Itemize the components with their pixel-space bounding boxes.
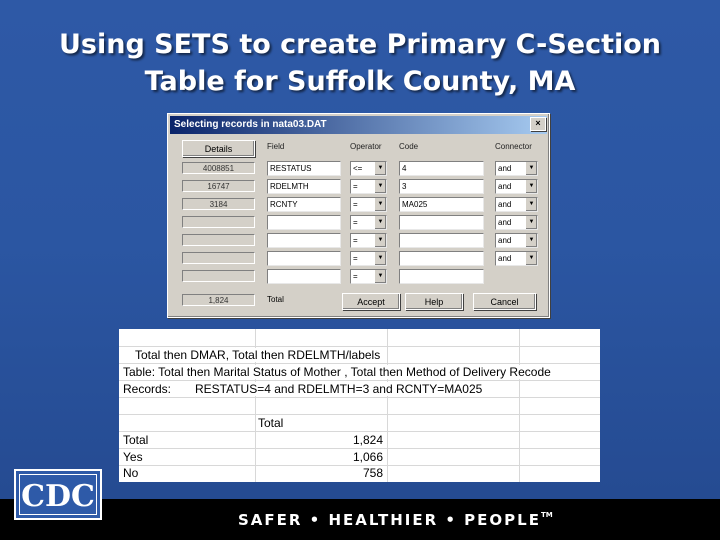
- details-button[interactable]: Details: [182, 140, 255, 157]
- operator-value: =: [353, 254, 358, 263]
- code-input[interactable]: MA025: [399, 197, 484, 212]
- operator-value: =: [353, 218, 358, 227]
- connector-value: and: [498, 218, 512, 227]
- table-title: Table: Total then Marital Status of Mother , Total then Method of Delivery Recode: [123, 365, 555, 379]
- connector-value: and: [498, 182, 512, 191]
- spreadsheet-output: [119, 329, 600, 482]
- operator-select[interactable]: [350, 233, 387, 248]
- field-input[interactable]: [267, 233, 341, 248]
- selecting-records-dialog: [167, 113, 550, 318]
- field-input[interactable]: [267, 251, 341, 266]
- grid-line: [119, 380, 600, 381]
- operator-value: =: [353, 236, 358, 245]
- connector-value: and: [498, 254, 512, 263]
- operator-select[interactable]: [350, 269, 387, 284]
- tagline: [238, 511, 553, 529]
- chevron-down-icon[interactable]: ▼: [525, 234, 537, 247]
- row-label: Yes: [123, 450, 143, 464]
- field-input[interactable]: RCNTY: [267, 197, 341, 212]
- field-input[interactable]: RESTATUS: [267, 161, 341, 176]
- record-count: [182, 216, 255, 228]
- operator-value: =: [353, 272, 358, 281]
- total-count: 1,824: [182, 294, 255, 306]
- connector-column-header: Connector: [495, 142, 532, 151]
- operator-column-header: Operator: [350, 142, 382, 151]
- connector-select[interactable]: [495, 233, 538, 248]
- connector-select[interactable]: [495, 161, 538, 176]
- field-input[interactable]: [267, 215, 341, 230]
- connector-select[interactable]: [495, 197, 538, 212]
- slide-title-line-1: Using SETS to create Primary C-Section: [58, 29, 662, 60]
- close-button[interactable]: ×: [530, 117, 546, 131]
- operator-select[interactable]: [350, 161, 387, 176]
- help-button[interactable]: Help: [405, 293, 463, 310]
- field-column-header: Field: [267, 142, 285, 151]
- record-count: 4008851: [182, 162, 255, 174]
- code-input[interactable]: [399, 251, 484, 266]
- records-label: Records:: [123, 382, 172, 396]
- code-column-header: Code: [399, 142, 419, 151]
- grid-line: [387, 329, 388, 482]
- cdc-logo-mark: [16, 471, 100, 518]
- operator-select[interactable]: [350, 251, 387, 266]
- field-input[interactable]: [267, 269, 341, 284]
- connector-select[interactable]: [495, 179, 538, 194]
- cancel-button[interactable]: Cancel: [473, 293, 536, 310]
- record-count: 16747: [182, 180, 255, 192]
- grid-line: [119, 397, 600, 398]
- operator-select[interactable]: [350, 215, 387, 230]
- operator-value: =: [353, 200, 358, 209]
- row-value: 1,066: [352, 450, 383, 464]
- row-label: No: [123, 466, 139, 480]
- record-count: [182, 270, 255, 282]
- accept-button[interactable]: Accept: [342, 293, 400, 310]
- connector-value: and: [498, 164, 512, 173]
- code-input[interactable]: [399, 215, 484, 230]
- row-label: Total: [123, 433, 149, 447]
- column-header-total: Total: [258, 416, 284, 430]
- record-count: [182, 234, 255, 246]
- field-input[interactable]: RDELMTH: [267, 179, 341, 194]
- records-filter: RESTATUS=4 and RDELMTH=3 and RCNTY=MA025: [195, 382, 486, 396]
- chevron-down-icon[interactable]: ▼: [374, 270, 386, 283]
- chevron-down-icon[interactable]: ▼: [374, 252, 386, 265]
- code-input[interactable]: [399, 269, 484, 284]
- chevron-down-icon[interactable]: ▼: [374, 234, 386, 247]
- chevron-down-icon[interactable]: ▼: [374, 198, 386, 211]
- chevron-down-icon[interactable]: ▼: [374, 180, 386, 193]
- table-spec-line: Total then DMAR, Total then RDELMTH/labels: [135, 348, 384, 362]
- chevron-down-icon[interactable]: ▼: [525, 252, 537, 265]
- total-label: Total: [267, 295, 284, 304]
- record-count: [182, 252, 255, 264]
- chevron-down-icon[interactable]: ▼: [525, 162, 537, 175]
- chevron-down-icon[interactable]: ▼: [374, 216, 386, 229]
- grid-line: [119, 346, 600, 347]
- code-input[interactable]: [399, 233, 484, 248]
- cdc-logo-text: CDC: [21, 479, 95, 514]
- cdc-logo: [14, 469, 102, 520]
- connector-value: and: [498, 236, 512, 245]
- tagline-text: SAFER • HEALTHIER • PEOPLE: [238, 511, 541, 529]
- dialog-title: Selecting records in nata03.DAT: [174, 119, 327, 130]
- row-value: 758: [362, 466, 383, 480]
- record-count: 3184: [182, 198, 255, 210]
- grid-line: [119, 414, 600, 415]
- grid-line: [119, 448, 600, 449]
- grid-line: [119, 431, 600, 432]
- connector-select[interactable]: [495, 251, 538, 266]
- connector-value: and: [498, 200, 512, 209]
- chevron-down-icon[interactable]: ▼: [525, 198, 537, 211]
- operator-value: <=: [353, 164, 363, 173]
- slide-title-line-2: Table for Suffolk County, MA: [144, 66, 576, 97]
- row-value: 1,824: [352, 433, 383, 447]
- dialog-titlebar: [170, 116, 547, 134]
- chevron-down-icon[interactable]: ▼: [525, 180, 537, 193]
- operator-select[interactable]: [350, 197, 387, 212]
- trademark-mark: TM: [540, 511, 553, 519]
- chevron-down-icon[interactable]: ▼: [374, 162, 386, 175]
- operator-select[interactable]: [350, 179, 387, 194]
- grid-line: [119, 363, 600, 364]
- operator-value: =: [353, 182, 358, 191]
- code-input[interactable]: 4: [399, 161, 484, 176]
- chevron-down-icon[interactable]: ▼: [525, 216, 537, 229]
- code-input[interactable]: 3: [399, 179, 484, 194]
- slide-title: [0, 26, 720, 100]
- grid-line: [519, 329, 520, 482]
- connector-select[interactable]: [495, 215, 538, 230]
